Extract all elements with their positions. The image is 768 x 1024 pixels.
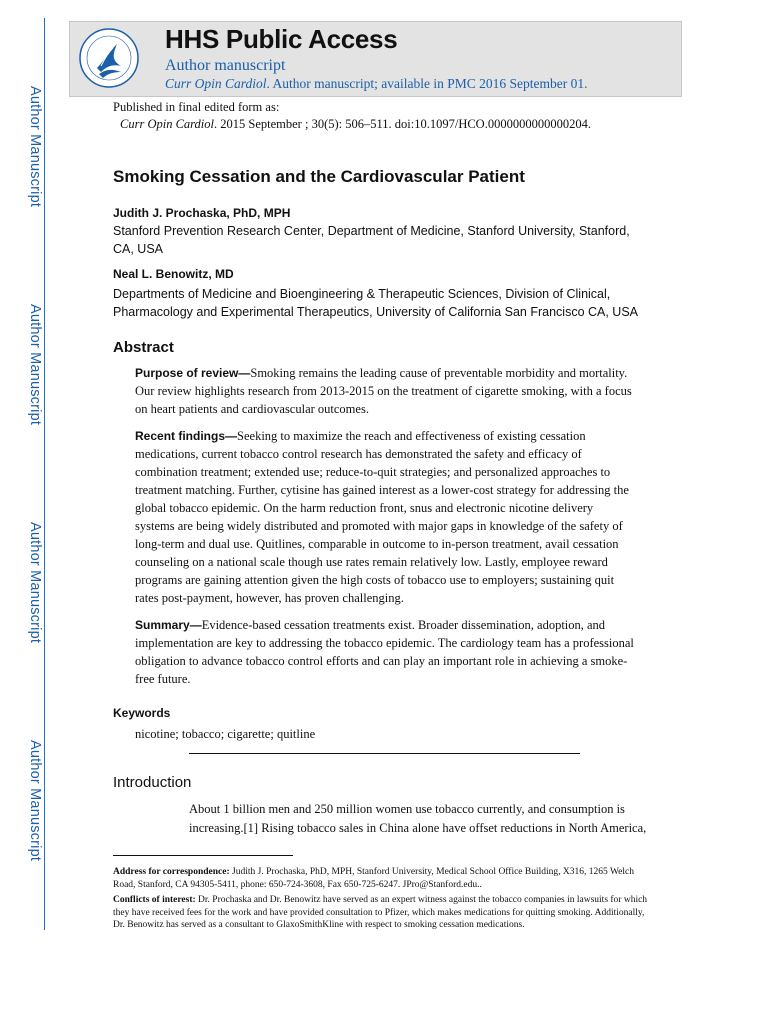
author-affiliation: Departments of Medicine and Bioengineering & Therapeutic Sciences, Division of Clinical, Pharmacology and Experimental Therapeutics, University of California San Francisco CA, USA — [113, 287, 638, 319]
abstract-findings — [135, 427, 635, 607]
author-affiliation: Stanford Prevention Research Center, Department of Medicine, Stanford University, Stanford, CA, USA — [113, 224, 630, 256]
header-citation — [165, 76, 588, 92]
hhs-public-access-title: HHS Public Access — [165, 24, 398, 54]
author-name: Neal L. Benowitz, MD — [113, 267, 234, 281]
introduction-text: About 1 billion men and 250 million women use tobacco currently, and consumption is increasing.[1] Rising tobacco sales in China alone have offset reductions in North America, — [189, 802, 647, 835]
section-divider — [189, 753, 580, 754]
correspondence-text: Judith J. Prochaska, PhD, MPH, Stanford University, Medical School Office Building, X316, 1265 Welch Road, Stanford, CA 94305-5411, phone: 650-724-3608, Fax 650-725-6247. JPro@Stanford.edu.. — [113, 867, 634, 890]
citation-journal: Curr Opin Cardiol — [165, 76, 267, 91]
summary-text: Evidence-based cessation treatments exist. Broader dissemination, adoption, and implementation are key to addressing the tobacco epidemic. The cardiology team has a professional obligation to advance tobacco control efforts and can play an important role in achieving a smoke-free future. — [135, 618, 634, 686]
summary-label: Summary— — [135, 618, 202, 632]
margin-rule — [44, 18, 45, 930]
article-title: Smoking Cessation and the Cardiovascular Patient — [113, 167, 525, 186]
author-manuscript-label: Author manuscript — [165, 57, 286, 74]
purpose-label: Purpose of review— — [135, 366, 251, 380]
citation-availability: . Author manuscript; available in PMC 2016 September 01. — [266, 76, 588, 91]
abstract-summary — [135, 616, 635, 688]
footnote-conflicts — [113, 894, 653, 932]
footnote-rule — [113, 855, 293, 856]
findings-label: Recent findings— — [135, 429, 238, 443]
abstract-purpose — [135, 364, 635, 418]
hhs-eagle-seal-icon — [77, 26, 141, 90]
published-intro: Published in final edited form as: — [113, 100, 280, 114]
published-citation — [120, 117, 591, 132]
author-manuscript-side-label: Author Manuscript — [27, 522, 43, 644]
abstract-heading: Abstract — [113, 339, 174, 356]
author-manuscript-side-label: Author Manuscript — [27, 86, 43, 208]
keywords-heading: Keywords — [113, 706, 171, 720]
conflicts-text: Dr. Prochaska and Dr. Benowitz have served as an expert witness against the tobacco companies in lawsuits for which they have received fees for the work and have provided consultation to Pfizer, which makes medications for quitting smoking. Additionally, Dr. Benowitz has served as a consultant to GlaxoSmithKline with respect to smoking cessation medications. — [113, 895, 648, 930]
footnote-correspondence — [113, 866, 653, 891]
author-manuscript-side-label: Author Manuscript — [27, 304, 43, 426]
published-journal: Curr Opin Cardiol — [120, 117, 215, 131]
findings-text: Seeking to maximize the reach and effectiveness of existing cessation medications, current tobacco control research has demonstrated the safety and efficacy of combination treatment; extended use; reduce-to-quit strategies; and personalized approaches to treatment matching. Further, cytisine has gained interest as a lower-cost strategy for addressing the global tobacco epidemic. On the harm reduction front, snus and electronic nicotine delivery systems are being widely distributed and promoted with major gaps in knowledge of the safety of long-term and dual use. Quitlines, comparable in outcome to in-person treatment, avail cessation counseling on a national scale though use rates remain relatively low. Lastly, employee reward programs are gaining attention given the high costs of tobacco use to employers; sustaining quit rates post-payment, however, has proven challenging. — [135, 429, 629, 605]
conflicts-label: Conflicts of interest: — [113, 895, 196, 905]
correspondence-label: Address for correspondence: — [113, 867, 230, 877]
author-manuscript-side-label: Author Manuscript — [27, 740, 43, 862]
keywords-list: nicotine; tobacco; cigarette; quitline — [135, 727, 316, 741]
introduction-heading: Introduction — [113, 774, 192, 791]
purpose-text: Smoking remains the leading cause of preventable morbidity and mortality. Our review highlights research from 2013-2015 on the treatment of cigarette smoking, with a focus on heart patients and cardiovascular outcomes. — [135, 366, 632, 416]
author-name: Judith J. Prochaska, PhD, MPH — [113, 206, 291, 220]
published-details: . 2015 September ; 30(5): 506–511. doi:10.1097/HCO.0000000000000204. — [214, 117, 591, 131]
